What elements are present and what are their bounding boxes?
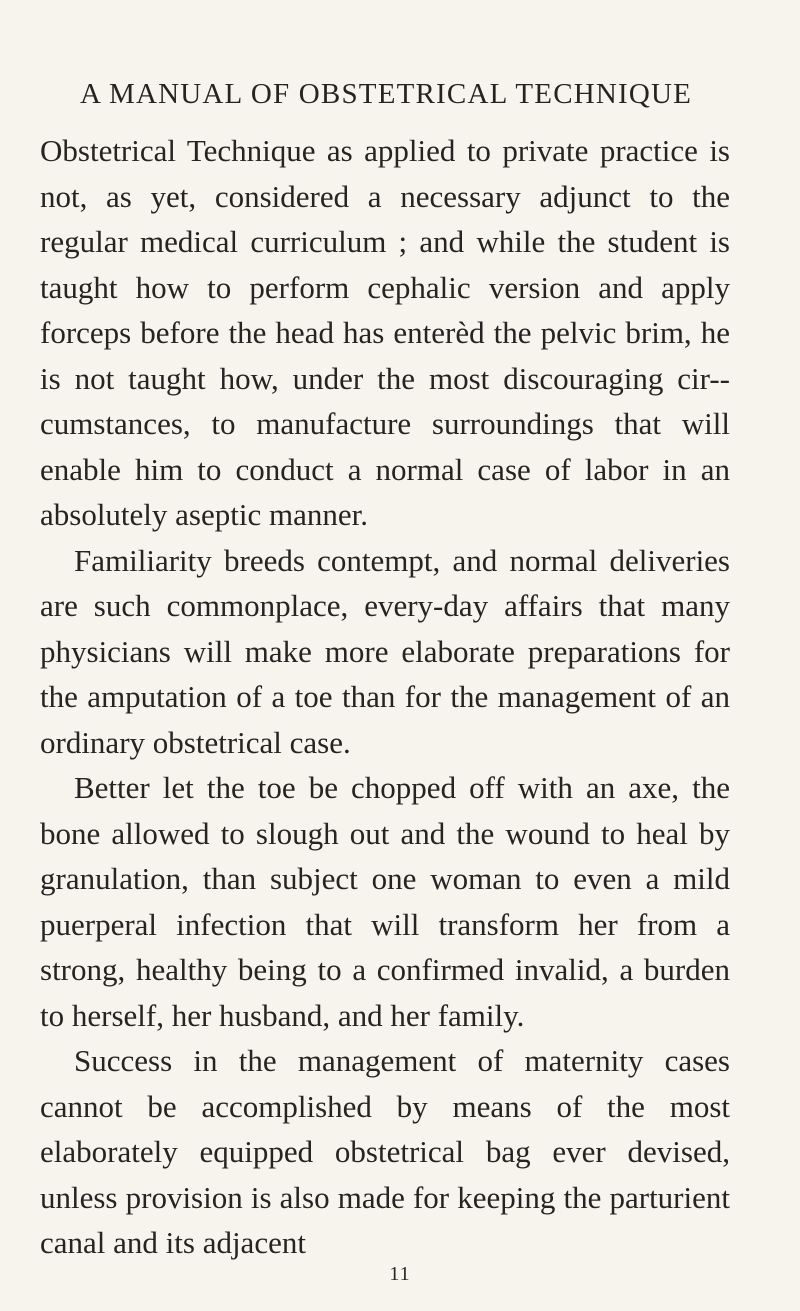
running-head: A MANUAL OF OBSTETRICAL TECHNIQUE xyxy=(80,78,693,110)
paragraph-3: Better let the toe be chopped off with an axe, the bone allowed to slough out and the wound to heal by granulation, than subject one woman to even a mild puerperal infection that will transform her from a strong, healthy being to a confirmed invalid, a burden to herself, her husband, and her family. xyxy=(40,770,730,1033)
paragraph-1: Obstetrical Technique as applied to private practice is not, as yet, considered a necessary adjunct to the regular medical curriculum ; and while the student is taught how to perform cephalic version and apply forceps before the head has enterèd the pelvic brim, he is not taught how, under the most discouraging cir-cumstances, to manufacture surroundings that will enable him to conduct a normal case of labor in an absolutely aseptic manner. xyxy=(40,133,730,532)
page-number: 11 xyxy=(389,1263,411,1285)
paragraph-4: Success in the management of maternity cases cannot be accomplished by means of the most elaborately equipped obstetrical bag ever devised, unless provision is also made for keeping the parturient canal and its adjacent xyxy=(40,1043,730,1260)
paragraph-2: Familiarity breeds contempt, and normal deliveries are such commonplace, every-day affairs that many physicians will make more elaborate preparations for the amputation of a toe than for the management of an ordinary obstetrical case. xyxy=(40,542,730,760)
body-text xyxy=(40,128,730,1266)
